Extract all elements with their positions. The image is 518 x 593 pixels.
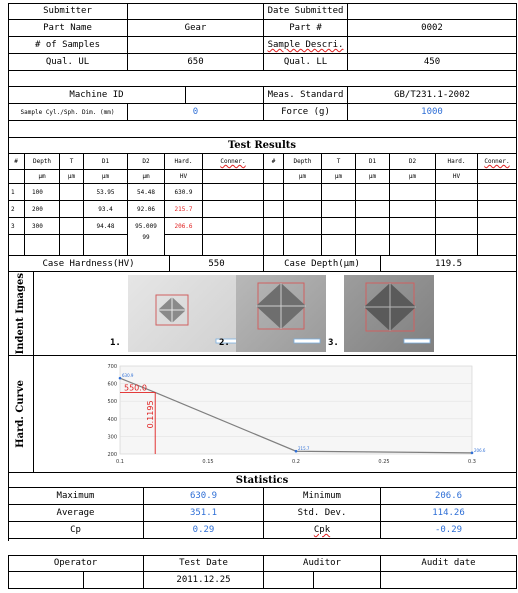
force-value[interactable]: 1000 [348,104,517,121]
results-header-left-2 [60,154,84,170]
results-header-text: D2 [408,158,417,165]
results-header-left-3 [84,154,128,170]
results-cell-left-r1-c6 [203,201,264,218]
average-value: 351.1 [144,505,264,522]
y-tick-label: 300 [107,434,117,441]
test-date-label: Test Date [144,555,264,572]
date-submitted-label: Date Submitted [264,3,348,20]
results-cell-left-r1-c5: 215.7 [165,201,203,218]
results-cell-right-r0-c3 [356,184,390,201]
results-cell-right-r0-c0 [264,184,284,201]
results-header-left-5 [165,154,203,170]
results-cell-left-r0-c2 [60,184,84,201]
results-header-right-1 [284,154,322,170]
cpk-value: -0.29 [381,522,517,539]
results-cell-left-r0-c0: 1 [8,184,25,201]
results-cell-left-r2-c1: 300 [25,218,60,235]
results-cell-right-r0-c4 [390,184,436,201]
operator-value[interactable] [84,572,144,589]
results-cell-left-r0-c6 [203,184,264,201]
results-cell-left-r1-c2 [60,201,84,218]
results-cell-right-r3-c4 [390,235,436,256]
results-unit-right-4: μm [390,170,436,184]
results-header-text: T [336,158,341,165]
maximum-value: 630.9 [144,488,264,505]
results-cell-left-r3-c6 [203,235,264,256]
indent-diamond-2 [236,275,326,352]
samples-label: # of Samples [8,37,128,54]
annotation-hv-label: 550.0 [124,383,147,393]
qual-ll-label: Qual. LL [264,54,348,71]
y-tick-label: 600 [107,381,117,388]
indent-image-3-number: 3. [328,338,339,348]
results-cell-left-r3-c1 [25,235,60,256]
results-cell-right-r2-c0 [264,218,284,235]
hardness-curve-chart [98,358,488,470]
x-tick-label: 0.3 [468,459,476,465]
part-name-value[interactable]: Gear [128,20,264,37]
results-cell-right-r3-c2 [322,235,356,256]
plot-area [120,366,472,454]
x-tick-label: 0.1 [116,459,124,465]
results-unit-right-6 [478,170,517,184]
y-tick-label: 200 [107,452,117,458]
results-header-right-5 [436,154,478,170]
case-hardness-label: Case Hardness(HV) [8,256,170,272]
results-header-text: D2 [142,158,150,165]
results-cell-left-r0-c5: 630.9 [165,184,203,201]
std-dev-value: 114.26 [381,505,517,522]
results-header-text: Conner. [484,158,510,165]
results-cell-right-r2-c4 [390,218,436,235]
minimum-label: Minimum [264,488,381,505]
results-cell-left-r1-c0: 2 [8,201,25,218]
indent-images-label: Indent Images [15,272,26,355]
results-header-text: Conner. [220,158,246,165]
results-unit-left-6 [203,170,264,184]
results-cell-left-r0-c4: 54.48 [128,184,165,201]
results-unit-left-4: μm [128,170,165,184]
indent-image-2[interactable] [236,275,326,352]
hard-curve-label: Hard. Curve [15,380,26,448]
data-point [471,452,474,455]
auditor-value[interactable] [314,572,381,589]
results-cell-right-r1-c5 [436,201,478,218]
indent-image-3[interactable] [344,275,434,352]
results-cell-right-r3-c6 [478,235,517,256]
results-cell-right-r3-c5 [436,235,478,256]
results-cell-left-r1-c3: 93.4 [84,201,128,218]
data-point [295,450,298,453]
results-cell-right-r2-c5 [436,218,478,235]
results-header-text: D1 [101,158,110,165]
sample-descr-label [264,37,348,54]
qual-ul-value[interactable]: 650 [128,54,264,71]
y-tick-label: 400 [107,416,117,423]
spacer-row [8,71,517,87]
results-header-left-6 [203,154,264,170]
results-unit-right-5: HV [436,170,478,184]
results-cell-left-r3-c3 [84,235,128,256]
data-point-label: 215.7 [298,446,310,452]
sample-descr-label-text: Sample Descri. [267,40,344,50]
samples-value[interactable] [128,37,264,54]
results-header-text: Hard. [174,158,193,165]
results-header-text: T [69,158,74,165]
results-header-text: # [14,158,18,165]
results-cell-right-r3-c3 [356,235,390,256]
data-point-label: 206.6 [474,447,486,453]
footer-blank-cell-1 [8,572,84,589]
audit-date-label: Audit date [381,555,517,572]
results-header-left-0 [8,154,25,170]
results-header-right-6 [478,154,517,170]
meas-standard-value[interactable]: GB/T231.1-2002 [348,87,517,104]
indent-diamond-1 [128,275,250,352]
std-dev-label: Std. Dev. [264,505,381,522]
results-cell-left-r3-c0 [8,235,25,256]
cpk-label-text: Cpk [313,525,331,535]
meas-standard-label: Meas. Standard [264,87,348,104]
indent-image-1-number: 1. [110,338,121,348]
results-cell-right-r3-c1 [284,235,322,256]
indent-image-2-number: 2. [219,338,230,348]
part-number-value[interactable]: 0002 [348,20,517,37]
results-cell-left-r0-c3: 53.95 [84,184,128,201]
results-cell-right-r1-c4 [390,201,436,218]
results-cell-right-r1-c3 [356,201,390,218]
case-depth-value: 119.5 [381,256,517,272]
results-cell-right-r0-c5 [436,184,478,201]
machine-id-value[interactable] [186,87,264,104]
spacer-row-2 [8,121,517,138]
results-header-right-0 [264,154,284,170]
results-header-left-4 [128,154,165,170]
indent-diamond-3 [344,275,434,352]
results-unit-left-5: HV [165,170,203,184]
results-cell-right-r2-c6 [478,218,517,235]
audit-date-value[interactable] [381,572,517,589]
results-header-text: # [271,158,276,165]
results-cell-right-r1-c2 [322,201,356,218]
results-header-right-3 [356,154,390,170]
data-point [119,377,122,380]
results-cell-right-r0-c6 [478,184,517,201]
hard-curve-panel [34,356,517,473]
results-cell-left-r2-c3: 94.48 [84,218,128,235]
results-unit-right-3: μm [356,170,390,184]
results-header-text: Depth [32,158,52,165]
footer-blank-cell-2 [264,572,314,589]
results-cell-left-r1-c4: 92.06 [128,201,165,218]
results-cell-right-r2-c2 [322,218,356,235]
results-header-text: Depth [293,158,312,165]
statistics-title: Statistics [8,473,517,488]
results-unit-left-3: μm [84,170,128,184]
sample-dim-value[interactable]: 0 [128,104,264,121]
machine-id-label: Machine ID [8,87,186,104]
results-cell-left-r2-c2 [60,218,84,235]
results-header-right-2 [322,154,356,170]
hard-curve-label-cell [8,356,34,473]
operator-label: Operator [8,555,144,572]
part-name-label: Part Name [8,20,128,37]
x-tick-label: 0.25 [378,459,390,465]
results-unit-right-0 [264,170,284,184]
y-tick-label: 700 [107,364,117,370]
results-unit-right-1: μm [284,170,322,184]
part-number-label: Part # [264,20,348,37]
case-hardness-value: 550 [170,256,264,272]
results-unit-left-1: μm [25,170,60,184]
results-cell-left-r2-c5: 206.6 [165,218,203,235]
submitter-value[interactable] [128,3,264,20]
test-results-title: Test Results [8,138,517,154]
results-cell-d2-wrap: 99 [128,234,165,256]
force-label: Force (g) [264,104,348,121]
indent-images-panel [34,272,517,356]
results-unit-left-0 [8,170,25,184]
results-cell-left-r2-c0: 3 [8,218,25,235]
minimum-value: 206.6 [381,488,517,505]
average-label: Average [8,505,144,522]
results-cell-left-r3-c2 [60,235,84,256]
x-tick-label: 0.15 [202,459,214,465]
submitter-label: Submitter [8,3,128,20]
results-cell-left-r2-c6 [203,218,264,235]
maximum-label: Maximum [8,488,144,505]
sample-descr-value[interactable] [348,37,517,54]
data-point-label: 630.9 [122,373,134,379]
qual-ll-value[interactable]: 450 [348,54,517,71]
results-cell-left-r1-c1: 200 [25,201,60,218]
results-unit-right-2: μm [322,170,356,184]
results-header-text: Hard. [447,158,466,165]
cp-label: Cp [8,522,144,539]
results-header-right-4 [390,154,436,170]
results-cell-right-r1-c0 [264,201,284,218]
results-unit-left-2: μm [60,170,84,184]
results-cell-right-r1-c1 [284,201,322,218]
results-cell-left-r2-c4: 95.009 [128,218,165,235]
x-tick-label: 0.2 [292,459,300,465]
annotation-depth-label: 0.1195 [146,400,156,429]
auditor-label: Auditor [264,555,381,572]
y-tick-label: 500 [107,399,117,406]
indent-image-1[interactable] [128,275,250,352]
results-header-text: D1 [368,158,377,165]
results-header-left-1 [25,154,60,170]
results-cell-right-r2-c3 [356,218,390,235]
results-cell-right-r0-c2 [322,184,356,201]
indent-images-label-cell [8,272,34,356]
cp-value: 0.29 [144,522,264,539]
results-cell-left-r0-c1: 100 [25,184,60,201]
qual-ul-label: Qual. UL [8,54,128,71]
results-cell-right-r1-c6 [478,201,517,218]
sample-dim-label: Sample Cyl./Sph. Dim. (mm) [8,104,128,121]
cpk-label [264,522,381,539]
test-date-value[interactable]: 2011.12.25 [144,572,264,589]
results-cell-right-r0-c1 [284,184,322,201]
case-depth-label: Case Depth(μm) [264,256,381,272]
results-cell-left-r3-c5 [165,235,203,256]
results-cell-right-r2-c1 [284,218,322,235]
date-submitted-value[interactable] [348,3,517,20]
results-cell-right-r3-c0 [264,235,284,256]
